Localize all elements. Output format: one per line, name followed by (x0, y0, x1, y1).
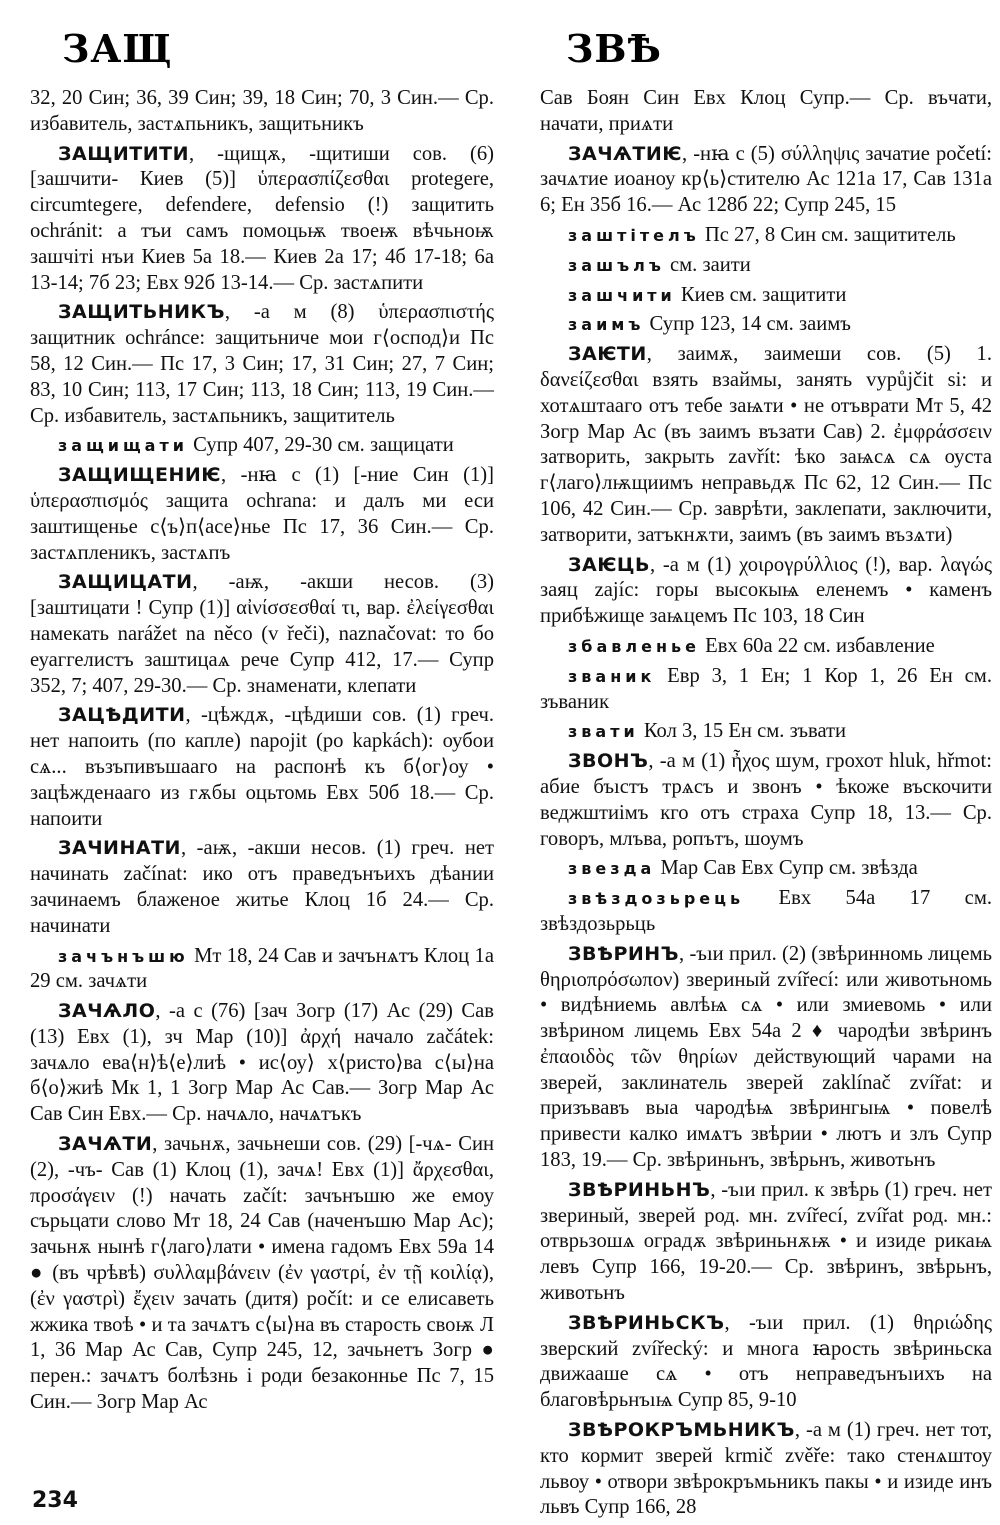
entry-headword: ЗАѤТИ (568, 343, 647, 366)
variant-form: зачънъшю (58, 946, 189, 966)
dictionary-entry (30, 999, 494, 1128)
entry-text: Пс 27, 8 Син см. защититель (699, 223, 956, 246)
variant-form: зашълъ (568, 255, 665, 275)
entry-headword: ЗАЧѦТИ (58, 1133, 153, 1156)
entry-text: , -аѭ, -акши несов. (1) греч. нет начинать začínat: ико отъ праведънъихъ дѣании зачинаемъ блаженое житье Клоц 1б 24.— Ср. начинати (30, 837, 494, 937)
dictionary-entry (30, 836, 494, 939)
entry-text: , -а с (76) [зач Зогр (17) Ас (29) Сав (13) Евх (1), зч Мар (10)] ἀρχή начало začátek: зачѧло ева⟨н⟩ѣ⟨е⟩лиѣ • ис⟨оу⟩ х⟨ристо⟩ва с⟨ы⟩на б⟨о⟩жиѣ Мк 1, 1 Зогр Мар Ас Сав.— Зогр Мар Ас Сав Син Евх.— Ср. начѧло, начѧтъкъ (30, 1000, 494, 1126)
page-number: 234 (32, 1488, 78, 1513)
entry-text: , -нꙗ с (1) [-ние Син (1)] ὑπερασπισμός защита ochrana: и далъ ми еси заштищенье с⟨ъ⟩п⟨асе⟩нье Пс 17, 36 Син.— Ср. застѧпленикъ, застѧпъ (30, 464, 494, 564)
dictionary-entry (540, 223, 992, 249)
dictionary-entry (540, 86, 992, 138)
entry-text: , -ъıи прил. (2) (звѣринномь лицемь θηριοπρόσωπον) звериный zvířecí: или животьномь • видѣниемь авлѣѩ сѧ • или змиевомь • или звѣрином лицемь Евх 54а 2 ♦ чародѣи звѣринъ ἐπαοιδὸς τῶν θηρίων действующий чарами на зверей, заклинатель зверей zaklínač zvířat: и призъвавъ выа чародѣѩ звѣрингыѩ • повелѣ привести калко имѧтъ звѣрии • лютъ и злъ Супр 183, 19.— Ср. звѣриньнъ, звѣрьнъ, животьнъ (540, 942, 992, 1172)
entry-headword: ЗАЩИЦАТИ (58, 571, 193, 594)
entry-text: , -а м (1) ἦχος шум, грохот hluk, hřmot: абие бъıстъ трѧсъ и звонъ • ѣкоже въскочити веджштиімъ кго отъ страха Супр 18, 13.— Ср. говоръ, млъва, ропътъ, шоумъ (540, 750, 992, 850)
dictionary-entry (540, 664, 992, 716)
entry-text: Супр 123, 14 см. заимъ (644, 313, 851, 336)
entry-text: Евр 3, 1 Ен; 1 Кор 1, 26 Ен см. зъваник (540, 664, 992, 713)
entry-text: , -щищѫ, -щитиши сов. (6) [зашчити- Киев (5)] ὑπερασπίζεσθαι protegere, circumtegere, defendere, defensio (!) защитить ochránit: а тъи самъ помоцьѭ твоеѭ вѣчьноѭ зашчіті нъи Киев 5а 18.— Киев 2а 17; 4б 17-18; 6а 13-14; 7б 23; Евх 92б 13-14.— Ср. застѧпити (30, 142, 494, 294)
entry-headword: ЗАЧѦТИѤ (568, 142, 683, 165)
entry-text: Кол 3, 15 Ен см. зъвати (638, 720, 847, 743)
dictionary-entry (540, 1178, 992, 1307)
entry-text: , -ъıи прил. к звѣрь (1) греч. нет звериный, зверей род. мн. zvířecí, zvířat род. мн.: отврьзошѧ оградѫ звѣриньнѫѭ • и изиде рикаѩ левъ Супр 166, 19-20.— Ср. звѣринъ, звѣрьнъ, животьнъ (540, 1178, 992, 1305)
dictionary-entry (540, 312, 992, 338)
dictionary-entry (30, 570, 494, 699)
entry-text: 32, 20 Син; 36, 39 Син; 39, 18 Син; 70, 3 Син.— Ср. избавитель, застѧпьникъ, защитьникъ (30, 87, 494, 135)
entry-text: , -а м (8) ὑπερασπιστής защитник ochránce: защитьниче мои г⟨оспод⟩и Пс 58, 12 Син.— Пс 17, 3 Син; 17, 31 Син; 27, 7 Син; 83, 10 Син; 113, 17 Син; 113, 18 Син; 113, 19 Син.— Ср. избавитель, застѧпьникъ, защититель (30, 301, 494, 427)
dictionary-entry (30, 703, 494, 832)
dictionary-entry (30, 86, 494, 138)
variant-form: збавленье (568, 636, 700, 656)
variant-form: заимъ (568, 315, 645, 335)
entry-text: , -а м (1) χοιρογρύλλιος (!), вар. λαγώς заяц zajíc: горы высокыѩ еленемъ • каменъ прибѣжище заѩцемъ Пс 103, 18 Син (540, 553, 992, 628)
entry-text: Сав Боян Син Евх Клоц Супр.— Ср. въчати, начати, приѧти (540, 87, 992, 135)
entry-headword: ЗАЦѢДИТИ (58, 704, 186, 727)
variant-form: звѣздозьрець (568, 889, 745, 909)
entry-headword: ЗАЧИНАТИ (58, 837, 181, 860)
entry-text: Киев см. защитити (675, 283, 847, 306)
entry-text: , -а м (1) греч. нет тот, кто кормит зверей krmič zvěře: тако стенѧштоу львоу • отвори звѣрокръмьникъ пакы • и изиде инъ львъ Супр 166, 28 (540, 1419, 992, 1519)
entry-headword: ЗВѢРОКРЪМЬНИКЪ (568, 1419, 795, 1442)
entry-headword: ЗАЩИТИТИ (58, 142, 190, 165)
entry-text: , заимѫ, заимеши сов. (5) 1. δανείζεσθαι взять взаймы, занять vypůjčit si: и хотѧштааго отъ тебе заѩти • не отъврати Мт 5, 42 Зогр Мар Ас (въ заимъ възати Сав) 2. ἐμφράσσειν затворить, закрыть zavřít: ѣко заѩсѧ сѧ оуста г⟨лаго⟩лѭщиимъ неправьдѫ Пс 62, 12 Син.— Пс 106, 42 Син.— Ср. заврѣти, заклепати, заключити, затворити, затъкнѫти, заимъ (въ заимъ възѧти) (540, 343, 992, 546)
entry-text: , -аѭ, -акши несов. (3) [заштицати ! Супр (1)] αἰνίσσεσθαί τι, вар. ἐλείγεσθαι намекать narážet na něco (v řeči), naznačovat: то бо еуаггелистъ заштицаѧ рече Супр 412, 17.— Супр 352, 7; 407, 29-30.— Ср. знаменати, клепати (30, 571, 494, 697)
dictionary-entry (540, 719, 992, 745)
entry-text: , -цѣждѫ, -цѣдиши сов. (1) греч. нет напоить (по капле) napojit (po kapkách): оубои сѧ... възъпивъшааго на распонѣ къ б⟨ог⟩оу • зацѣжденааго из гѫбы оцьтомь Евх 50б 18.— Ср. напоити (30, 704, 494, 830)
entry-text: см. заити (664, 253, 751, 276)
entry-text: , -нꙗ с (5) σύλληψις зачатие početí: зачѧтие иоаноу кр⟨ь⟩стителю Ас 121а 17, Сав 131а 6; Ен 35б 16.— Ас 128б 22; Супр 245, 15 (540, 142, 992, 217)
entry-headword: ЗАЩИЩЕНИѤ (58, 464, 221, 487)
variant-form: звезда (568, 859, 656, 879)
variant-form: званик (568, 666, 656, 686)
running-header-left: ЗАЩ (62, 26, 173, 71)
dictionary-entry (540, 749, 992, 852)
dictionary-entry (30, 300, 494, 429)
running-header-right: ЗВѢ (566, 26, 662, 71)
dictionary-entry (540, 1311, 992, 1414)
entry-headword: ЗВѢРИНЬНЪ (568, 1178, 711, 1201)
dictionary-entry (540, 886, 992, 938)
dictionary-entry (540, 634, 992, 660)
dictionary-entry (540, 142, 992, 219)
dictionary-entry (540, 856, 992, 882)
dictionary-entry (540, 253, 992, 279)
dictionary-entry (540, 283, 992, 309)
entry-headword: ЗАЧѦЛО (58, 1000, 156, 1023)
dictionary-entry (30, 944, 494, 996)
variant-form: зашчити (568, 285, 676, 305)
variant-form: заштітелъ (568, 225, 700, 245)
left-column (30, 86, 494, 1420)
dictionary-entry (540, 342, 992, 548)
right-column (540, 86, 992, 1525)
dictionary-entry (540, 942, 992, 1174)
dictionary-entry (30, 142, 494, 297)
entry-text: Супр 407, 29-30 см. защицати (187, 434, 454, 457)
entry-headword: ЗВѢРИНЪ (568, 942, 680, 965)
variant-form: звати (568, 722, 639, 742)
dictionary-entry (540, 553, 992, 630)
entry-text: Евх 54а 17 см. звѣздозьрьць (540, 887, 992, 935)
entry-text: Мт 18, 24 Сав и зачънѧтъ Клоц 1а 29 см. зачѧти (30, 944, 494, 993)
entry-headword: ЗАѤЦЬ (568, 553, 651, 576)
entry-text: , зачьнѫ, зачьнеши сов. (29) [-чѧ- Син (2), -чъ- Сав (1) Клоц (1), зачѧ! Евх (1)] ἄρχεσθαι, προσάγειν (!) начать začít: зачънъшю же емоу сърьцати слово Мт 18, 24 Сав (наченъшю Мар Ас); зачьнѫ нынѣ г⟨лаго⟩лати • имена гадомъ Евх 59а 14 ● (въ чрѣвѣ) συλλαμβάνειν (ἐν γαστρί, ἐν τῇ κοιλίᾳ), (ἐν γαστρὶ) ἔχειν зачать (дитя) počít: и се елисаветь жжика твоѣ • и та зачѧтъ с⟨ы⟩на въ старость своѭ Л 1, 36 Мар Ас Сав, Супр 245, 12, зачьнетъ Зогр ● перен.: зачѧтъ болѣзнь і роди безаконнье Пс 7, 15 Син.— Зогр Мар Ас (30, 1133, 494, 1414)
dictionary-entry (540, 1418, 992, 1521)
entry-headword: ЗАЩИТЬНИКЪ (58, 301, 225, 324)
entry-headword: ЗВОНЪ (568, 750, 649, 773)
entry-text: Мар Сав Евх Супр см. звѣзда (655, 857, 918, 880)
entry-text: Евх 60а 22 см. избавление (699, 634, 935, 657)
entry-text: , -ъıи прил. (1) θηριώδης зверский zvířecký: и многа ꙗрость звѣриньска движааше сѧ • отъ неправедънъıихъ на благовѣрьнъıѩ Супр 85, 9-10 (540, 1311, 992, 1412)
dictionary-entry (30, 433, 494, 459)
dictionary-entry (30, 1132, 494, 1416)
dictionary-entry (30, 463, 494, 566)
variant-form: защищати (58, 436, 188, 456)
entry-headword: ЗВѢРИНЬСКЪ (568, 1311, 725, 1334)
